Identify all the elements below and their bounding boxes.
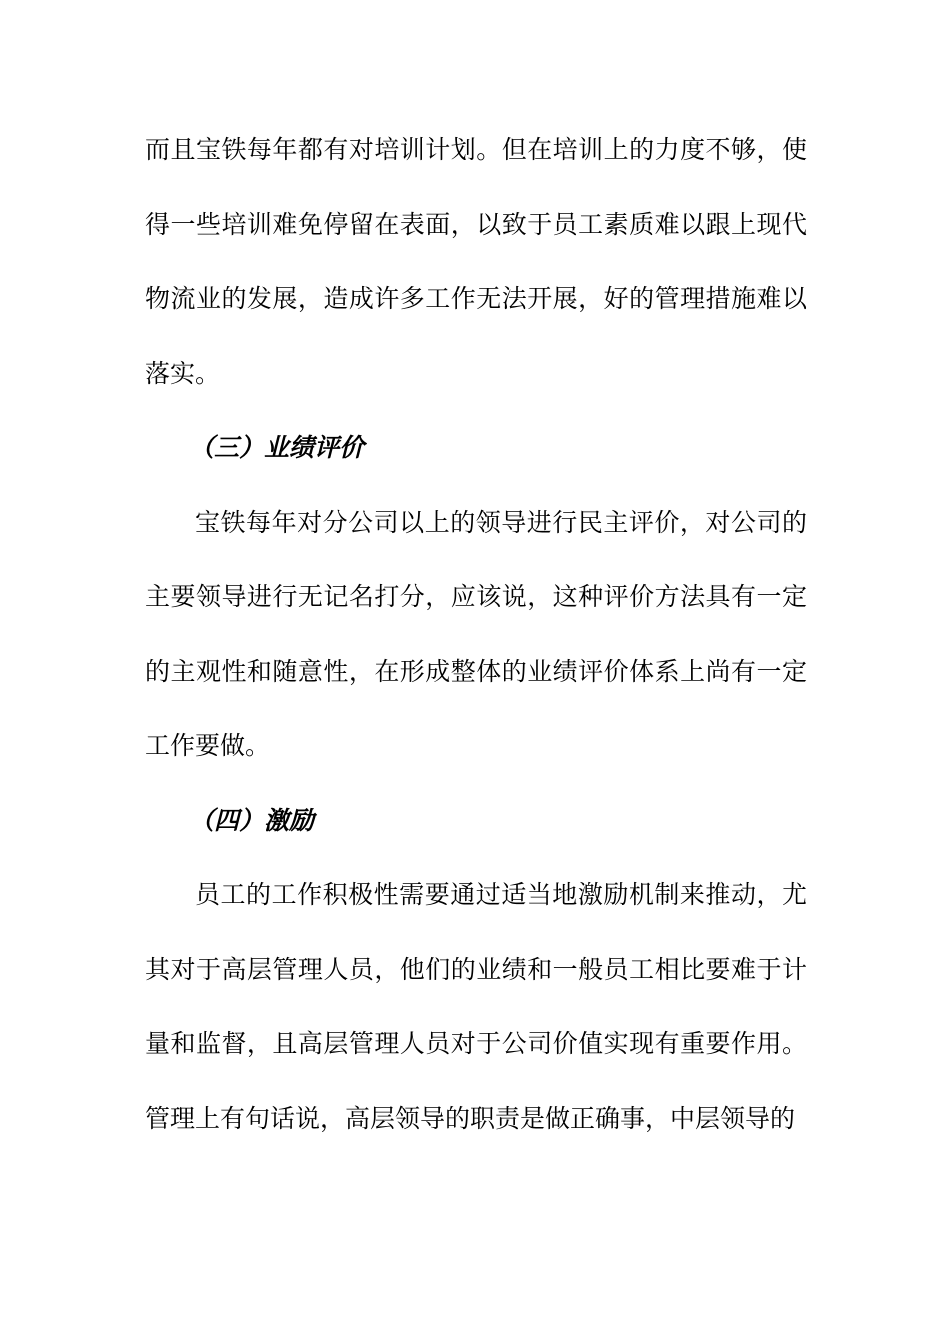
paragraph-training-continuation: 而且宝铁每年都有对培训计划。但在培训上的力度不够，使得一些培训难免停留在表面，以致于员工素质难以跟上现代物流业的发展，造成许多工作无法开展，好的管理措施难以落实。: [145, 135, 807, 388]
document-body: [145, 113, 807, 1156]
section-heading-incentives: （四）激励: [189, 805, 315, 835]
section-heading-performance-evaluation: （三）业绩评价: [189, 433, 365, 462]
paragraph-incentives: 员工的工作积极性需要通过适当地激励机制来推动，尤其对于高层管理人员，他们的业绩和一般员工相比要难于计量和监督，且高层管理人员对于公司价值实现有重要作用。管理上有句话说，高层领导的职责是做正确事，中层领导的: [145, 880, 807, 1133]
paragraph-performance-evaluation: 宝铁每年对分公司以上的领导进行民主评价，对公司的主要领导进行无记名打分，应该说，这种评价方法具有一定的主观性和随意性，在形成整体的业绩评价体系上尚有一定工作要做。: [145, 507, 807, 760]
